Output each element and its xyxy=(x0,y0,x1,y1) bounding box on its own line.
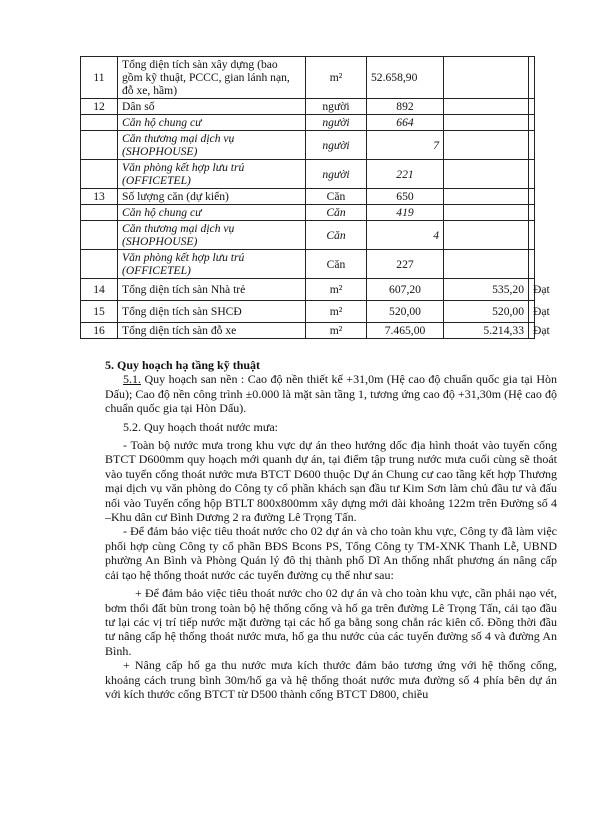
row-value-standard xyxy=(444,250,529,279)
row-item: Dân số xyxy=(118,99,306,115)
row-value-design: 52.658,90 xyxy=(367,57,444,99)
row-item: Tổng diện tích sàn xây dựng (bao gồm kỹ thuật, PCCC, gian lánh nạn, đỗ xe, hầm) xyxy=(118,57,306,99)
row-item: Căn thương mại dịch vụ (SHOPHOUSE) xyxy=(118,131,306,160)
row-item: Văn phòng kết hợp lưu trú (OFFICETEL) xyxy=(118,160,306,189)
row-result xyxy=(529,250,535,279)
paragraph-5-1-label: 5.1. xyxy=(123,372,141,387)
row-value-standard: 535,20 xyxy=(444,279,529,301)
indicator-table xyxy=(80,56,550,339)
row-value-design: 221 xyxy=(367,160,444,189)
row-unit: Căn xyxy=(306,221,367,250)
row-value-standard xyxy=(444,189,529,205)
table-row xyxy=(81,99,535,115)
row-value-design: 520,00 xyxy=(367,301,444,323)
row-result xyxy=(529,221,535,250)
row-number: 11 xyxy=(81,57,118,99)
row-value-standard xyxy=(444,131,529,160)
row-value-design: 227 xyxy=(367,250,444,279)
row-number xyxy=(81,221,118,250)
row-result xyxy=(529,160,535,189)
row-item: Căn hộ chung cư xyxy=(118,115,306,131)
row-value-standard xyxy=(444,57,529,99)
row-unit: Căn xyxy=(306,189,367,205)
row-item: Văn phòng kết hợp lưu trú (OFFICETEL) xyxy=(118,250,306,279)
row-number xyxy=(81,115,118,131)
row-result xyxy=(529,189,535,205)
row-unit: m² xyxy=(306,57,367,99)
row-value-design: 650 xyxy=(367,189,444,205)
table-row xyxy=(81,279,535,301)
row-number xyxy=(81,250,118,279)
row-number xyxy=(81,160,118,189)
row-value-standard xyxy=(444,160,529,189)
row-value-standard: 5.214,33 xyxy=(444,323,529,339)
table-row xyxy=(81,160,535,189)
row-item: Tổng diện tích sàn Nhà trẻ xyxy=(118,279,306,301)
table-row xyxy=(81,57,535,99)
row-result xyxy=(529,115,535,131)
table-row xyxy=(81,301,535,323)
row-unit: người xyxy=(306,99,367,115)
row-unit: m² xyxy=(306,323,367,339)
row-result xyxy=(529,99,535,115)
body-text xyxy=(105,358,557,701)
row-unit: người xyxy=(306,131,367,160)
row-value-design: 4 xyxy=(367,221,444,250)
row-value-standard xyxy=(444,221,529,250)
row-value-standard: 520,00 xyxy=(444,301,529,323)
row-item: Tổng diện tích sàn SHCĐ xyxy=(118,301,306,323)
row-value-standard xyxy=(444,115,529,131)
row-value-design: 607,20 xyxy=(367,279,444,301)
table-row xyxy=(81,323,535,339)
row-item: Số lượng căn (dự kiến) xyxy=(118,189,306,205)
row-result xyxy=(529,131,535,160)
row-unit: m² xyxy=(306,279,367,301)
table-row xyxy=(81,131,535,160)
row-number: 15 xyxy=(81,301,118,323)
paragraph-5-1 xyxy=(105,372,557,415)
row-unit: Căn xyxy=(306,250,367,279)
row-number: 13 xyxy=(81,189,118,205)
row-number xyxy=(81,131,118,160)
bullet-paragraph: - Để đảm bảo việc tiêu thoát nước cho 02 dự án và cho toàn khu vực, Công ty đã làm việc phối hợp cùng Công ty cổ phần BĐS Bcons PS, Tổng Công ty TM-XNK Thanh Lễ, UBND phường An Bình và Phòng Quản lý đô thị thành phố Dĩ An thống nhất phương án nâng cấp cải tạo hệ thống thoát nước các tuyến đường cụ thể như sau: xyxy=(105,524,557,582)
row-value-design: 7.465,00 xyxy=(367,323,444,339)
row-value-design: 664 xyxy=(367,115,444,131)
paragraph-5-1-text: Quy hoạch san nền : Cao độ nền thiết kế +31,0m (Hệ cao độ chuẩn quốc gia tại Hòn Dấu); Cao độ nền công trình ±0.000 là mặt sàn tầng 1, tương ứng cao độ +31,30m (Hệ cao độ chuẩn quốc gia tại Hòn Dấu). xyxy=(105,372,557,416)
row-unit: người xyxy=(306,160,367,189)
bullet-paragraph: - Toàn bộ nước mưa trong khu vực dự án theo hướng dốc địa hình thoát vào tuyến cống BTCT D600mm quy hoạch mới quanh dự án, tại điểm tập trung nước mưa cuối cùng sẽ thoát vào tuyến cống thoát nước mưa BTCT D600 thuộc Dự án Chung cư cao tầng kết hợp Thương mại dịch vụ văn phòng do Công ty cổ phần khách sạn đầu tư Kim Sơn làm chủ đầu tư và đấu nối vào Tuyến cống hộp BTLT 800x800mm xây dựng mới dài khoảng 122m trên Đường số 4 –Khu dân cư Bình Dương 2 ra đường Lê Trọng Tấn. xyxy=(105,438,557,525)
row-result: Đạt xyxy=(529,323,535,339)
row-number xyxy=(81,205,118,221)
row-result: Đạt xyxy=(529,301,535,323)
section-heading: 5. Quy hoạch hạ tầng kỹ thuật xyxy=(105,358,261,372)
row-value-standard xyxy=(444,205,529,221)
row-result xyxy=(529,57,535,99)
row-value-standard xyxy=(444,99,529,115)
table-row xyxy=(81,250,535,279)
table-row xyxy=(81,115,535,131)
row-value-design: 419 xyxy=(367,205,444,221)
row-item: Tổng diện tích sàn đỗ xe xyxy=(118,323,306,339)
row-value-design: 7 xyxy=(367,131,444,160)
row-unit: Căn xyxy=(306,205,367,221)
row-value-design: 892 xyxy=(367,99,444,115)
row-item: Căn hộ chung cư xyxy=(118,205,306,221)
table-row xyxy=(81,221,535,250)
row-item: Căn thương mại dịch vụ (SHOPHOUSE) xyxy=(118,221,306,250)
bullet-paragraph: + Để đảm bảo việc tiêu thoát nước cho 02 dự án và cho toàn khu vực, cần phải nạo vét, bơm thổi đất bùn trong toàn bộ hệ thống cống và hố ga trên đường Lê Trọng Tấn, cải tạo đầu tư lại các vị trí tiếp nước mặt đường tại các hố ga bằng song chắn rác kiên cố. Đồng thời đầu tư nâng cấp hệ thống thoát nước mưa, hố ga thu nước của các tuyến đường số 4 và đường An Bình. xyxy=(105,586,557,658)
row-unit: người xyxy=(306,115,367,131)
row-number: 12 xyxy=(81,99,118,115)
table-row xyxy=(81,189,535,205)
row-result: Đạt xyxy=(529,279,535,301)
row-result xyxy=(529,205,535,221)
row-number: 14 xyxy=(81,279,118,301)
row-unit: m² xyxy=(306,301,367,323)
bullet-paragraph: + Nâng cấp hố ga thu nước mưa kích thước đảm bảo tương ứng với hệ thống cống, khoảng cách trung bình 30m/hố ga và hệ thống thoát nước mưa đường số 4 phía bên dự án với kích thước cống BTCT từ D500 thành cống BTCT D800, chiều xyxy=(105,658,557,701)
row-number: 16 xyxy=(81,323,118,339)
table-row xyxy=(81,205,535,221)
paragraph-5-2: 5.2. Quy hoạch thoát nước mưa: xyxy=(123,419,278,434)
